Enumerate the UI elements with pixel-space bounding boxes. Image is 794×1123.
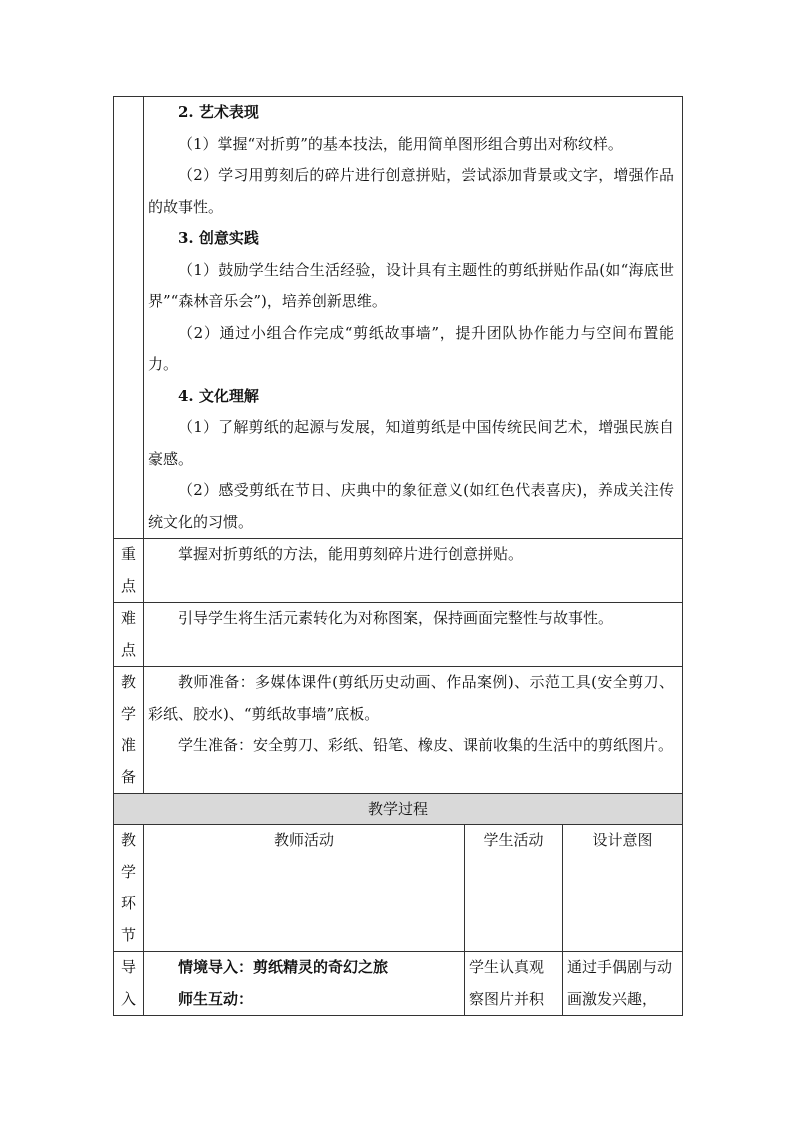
intro-row <box>114 952 683 1016</box>
practice-heading: 3. 创意实践 <box>178 229 259 247</box>
difficulty-row <box>114 603 683 667</box>
lesson-plan-page <box>113 96 682 1016</box>
key-point-row <box>114 539 683 603</box>
intro-student-cell <box>465 952 563 1016</box>
intro-teacher-cell <box>144 952 465 1016</box>
culture-item-1: （1）了解剪纸的起源与发展，知道剪纸是中国传统民间艺术，增强民族自豪感。 <box>148 418 675 468</box>
key-point-text: 掌握对折剪纸的方法，能用剪刻碎片进行创意拼贴。 <box>178 545 524 563</box>
art-item-2: （2）学习用剪刻后的碎片进行创意拼贴，尝试添加背景或文字，增强作品的故事性。 <box>148 166 675 216</box>
design-intent-header: 设计意图 <box>563 825 683 952</box>
process-title-row <box>114 794 683 825</box>
intro-teacher-line-1: 情境导入：剪纸精灵的奇幻之旅 <box>178 958 389 976</box>
process-header-row <box>114 825 683 952</box>
key-point-cell <box>144 539 683 603</box>
student-activity-header: 学生活动 <box>465 825 563 952</box>
student-preparation: 学生准备：安全剪刀、彩纸、铅笔、橡皮、课前收集的生活中的剪纸图片。 <box>178 736 674 754</box>
practice-item-2: （2）通过小组合作完成“剪纸故事墙”，提升团队协作能力与空间布置能力。 <box>148 323 675 373</box>
teacher-activity-header: 教师活动 <box>144 825 465 952</box>
difficulty-label: 难 点 <box>114 603 144 667</box>
objectives-row <box>114 97 683 539</box>
lesson-plan-table <box>113 96 683 1016</box>
objectives-cell <box>144 97 683 539</box>
key-point-label: 重 点 <box>114 539 144 603</box>
culture-item-2: （2）感受剪纸在节日、庆典中的象征意义(如红色代表喜庆)，养成关注传统文化的习惯。 <box>148 481 675 531</box>
difficulty-cell <box>144 603 683 667</box>
difficulty-text: 引导学生将生活元素转化为对称图案，保持画面完整性与故事性。 <box>178 609 614 627</box>
preparation-row <box>114 667 683 794</box>
art-heading: 2. 艺术表现 <box>178 103 259 121</box>
intro-student-text: 学生认真观察图片并积 <box>469 958 545 1008</box>
intro-intent-cell <box>563 952 683 1016</box>
intro-label: 导 入 <box>114 952 144 1016</box>
culture-heading: 4. 文化理解 <box>178 386 259 405</box>
stage-label: 教 学 环 节 <box>114 825 144 952</box>
intro-teacher-line-2: 师生互动： <box>178 989 254 1008</box>
preparation-cell <box>144 667 683 794</box>
process-title: 教学过程 <box>114 794 683 825</box>
objectives-label-cell <box>114 97 144 539</box>
preparation-label: 教 学 准 备 <box>114 667 144 794</box>
art-item-1: （1）掌握“对折剪”的基本技法，能用简单图形组合剪出对称纹样。 <box>178 134 623 153</box>
practice-item-1: （1）鼓励学生结合生活经验，设计具有主题性的剪纸拼贴作品(如“海底世界”“森林音乐会”)，培养创新思维。 <box>148 260 675 310</box>
teacher-preparation: 教师准备：多媒体课件(剪纸历史动画、作品案例)、示范工具(安全剪刀、彩纸、胶水)、“剪纸故事墙”底板。 <box>148 673 675 723</box>
intro-intent-text: 通过手偶剧与动画激发兴趣， <box>567 958 673 1008</box>
